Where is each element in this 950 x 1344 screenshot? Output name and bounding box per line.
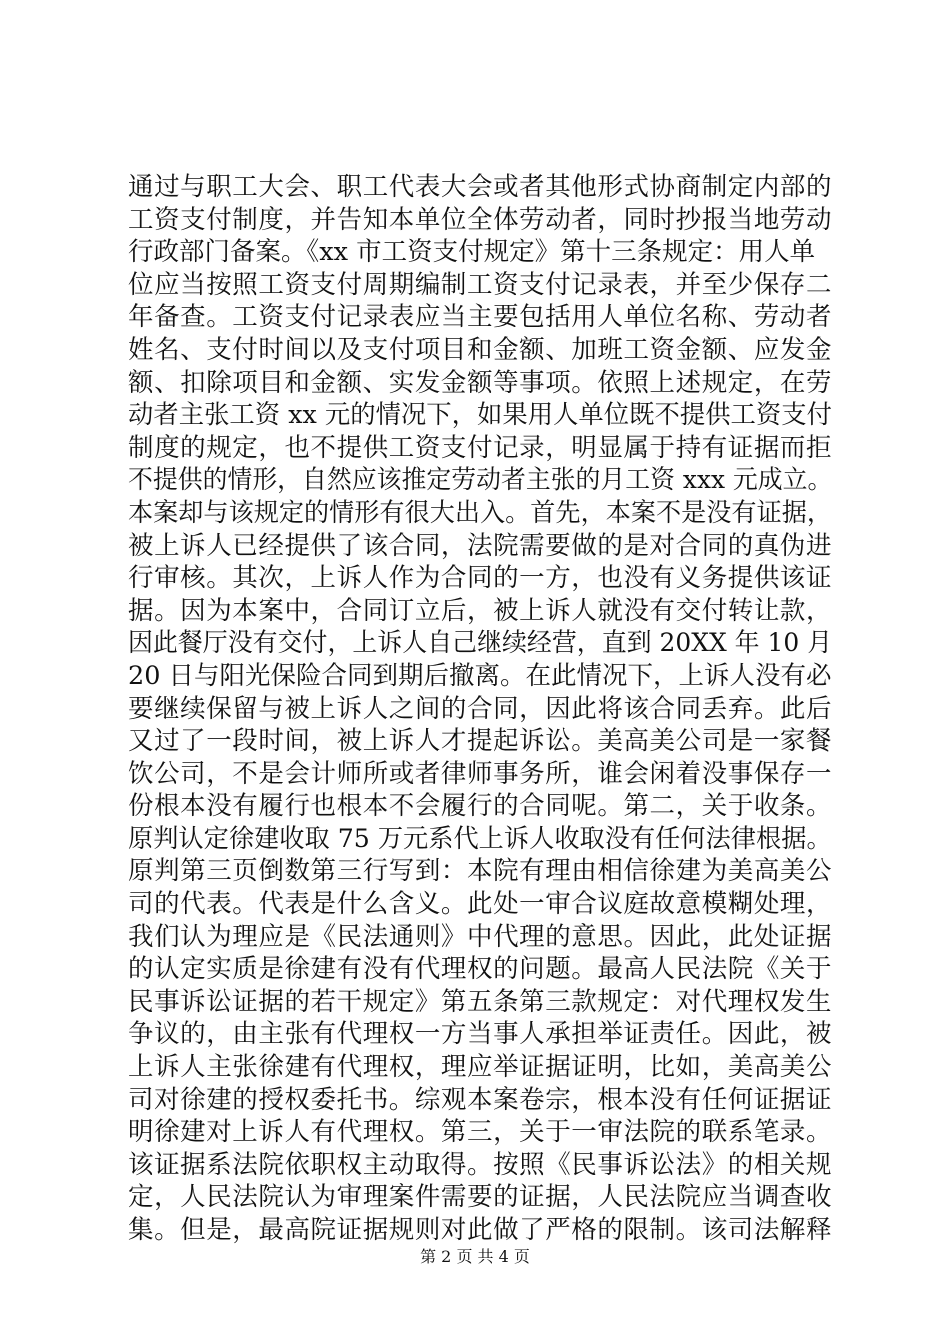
text-line: 不提供的情形，自然应该推定劳动者主张的月工资 xxx 元成立。 [128,465,833,496]
text-line: 集。但是，最高院证据规则对此做了严格的限制。该司法解释 [128,1215,833,1245]
text-line: 原判第三页倒数第三行写到：本院有理由相信徐建为美高美公 [128,856,833,887]
text-line: 上诉人主张徐建有代理权，理应举证据证明，比如，美高美公 [128,1052,833,1083]
text-line: 司对徐建的授权委托书。综观本案卷宗，根本没有任何证据证 [128,1084,833,1115]
body-text [128,171,832,1247]
text-line: 制度的规定，也不提供工资支付记录，明显属于持有证据而拒 [128,432,833,463]
text-line: 又过了一段时间，被上诉人才提起诉讼。美高美公司是一家餐 [128,726,833,757]
text-line: 年备查。工资支付记录表应当主要包括用人单位名称、劳动者 [128,302,833,333]
text-line: 定，人民法院认为审理案件需要的证据，人民法院应当调查收 [128,1182,833,1213]
text-line: 行政部门备案。《xx 市工资支付规定》第十三条规定：用人单 [128,237,816,268]
text-line: 通过与职工大会、职工代表大会或者其他形式协商制定内部的 [128,172,833,202]
text-line: 争议的，由主张有代理权一方当事人承担举证责任。因此，被 [128,1019,833,1050]
text-line: 额、扣除项目和金额、实发金额等事项。依照上述规定，在劳 [128,367,833,398]
text-line: 原判认定徐建收取 75 万元系代上诉人收取没有任何法律根据。 [128,823,832,854]
text-line: 行审核。其次，上诉人作为合同的一方，也没有义务提供该证 [128,563,833,594]
text-line: 司的代表。代表是什么含义。此处一审合议庭故意模糊处理， [128,889,833,920]
text-line: 份根本没有履行也根本不会履行的合同呢。第二，关于收条。 [128,791,833,822]
text-line: 姓名、支付时间以及支付项目和金额、加班工资金额、应发金 [128,334,833,365]
text-line: 饮公司，不是会计师所或者律师事务所，谁会闲着没事保存一 [128,758,833,789]
text-line: 位应当按照工资支付周期编制工资支付记录表，并至少保存二 [128,269,833,300]
text-line: 因此餐厅没有交付，上诉人自己继续经营，直到 20XX 年 10 月 [128,628,833,659]
text-line: 民事诉讼证据的若干规定》第五条第三款规定：对代理权发生 [128,986,833,1017]
text-line: 据。因为本案中，合同订立后，被上诉人就没有交付转让款， [128,595,833,626]
text-line: 该证据系法院依职权主动取得。按照《民事诉讼法》的相关规 [128,1149,833,1180]
page-footer: 第 2 页 共 4 页 [420,1247,530,1266]
text-line: 动者主张工资 xx 元的情况下，如果用人单位既不提供工资支付 [128,400,832,431]
text-line: 工资支付制度，并告知本单位全体劳动者，同时抄报当地劳动 [128,204,833,235]
text-line: 20 日与阳光保险合同到期后撤离。在此情况下，上诉人没有必 [128,660,832,691]
text-line: 明徐建对上诉人有代理权。第三，关于一审法院的联系笔录。 [128,1117,833,1148]
text-line: 的认定实质是徐建有没有代理权的问题。最高人民法院《关于 [128,954,833,985]
text-line: 被上诉人已经提供了该合同，法院需要做的是对合同的真伪进 [128,530,833,561]
text-line: 本案却与该规定的情形有很大出入。首先，本案不是没有证据， [128,497,833,528]
text-line: 要继续保留与被上诉人之间的合同，因此将该合同丢弃。此后 [128,693,833,724]
text-line: 我们认为理应是《民法通则》中代理的意思。因此，此处证据 [128,921,833,952]
